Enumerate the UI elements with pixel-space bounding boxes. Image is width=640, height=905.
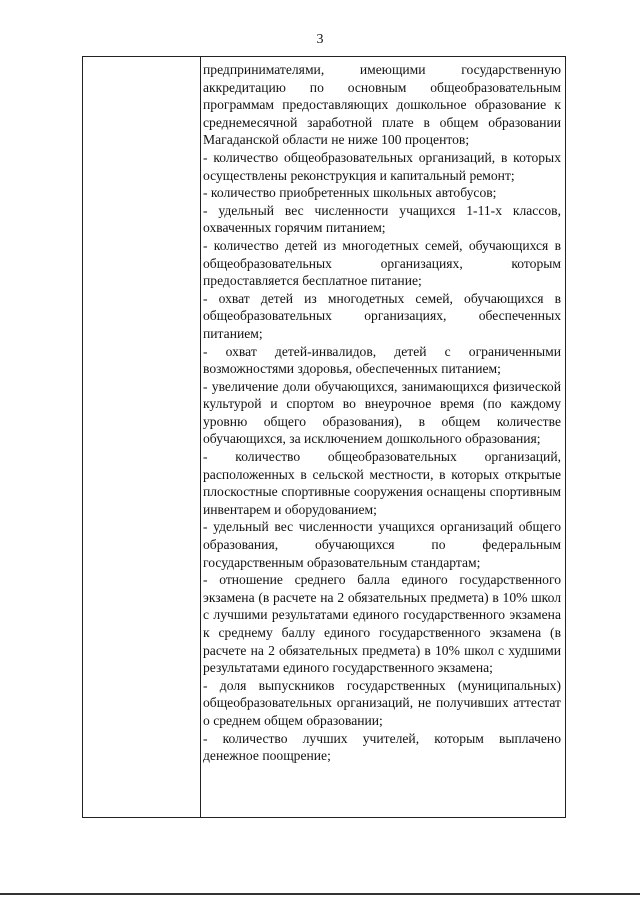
list-item: - количество приобретенных школьных автобусов;	[203, 185, 497, 201]
page-number: 3	[316, 32, 324, 47]
indicators-cell	[203, 61, 561, 765]
list-item: - увеличение доли обучающихся, занимающихся физической культурой и спортом во внеурочное время (по каждому уровню общего образования), в общем количестве обучающихся, за исключением дошкольного образования;	[203, 378, 561, 447]
list-item: - удельный вес численности учащихся организаций общего образования, обучающихся по федеральным государственным образовательным стандартам;	[203, 519, 561, 570]
list-item: - охват детей-инвалидов, детей с ограниченными возможностями здоровья, обеспеченных питанием;	[203, 343, 561, 377]
list-item: - охват детей из многодетных семей, обучающихся в общеобразовательных организациях, обеспеченных питанием;	[203, 290, 561, 341]
list-item: - удельный вес численности учащихся 1-11-х классов, охваченных горячим питанием;	[203, 202, 561, 236]
list-item: - количество общеобразовательных организаций, в которых осуществлены реконструкция и капитальный ремонт;	[203, 149, 561, 183]
list-item: - количество детей из многодетных семей, обучающихся в общеобразовательных организациях, которым предоставляется бесплатное питание;	[203, 237, 561, 289]
list-item: - отношение среднего балла единого государственного экзамена (в расчете на 2 обязательных предмета) в 10% школ с лучшими результатами единого государственного экзамена к среднему баллу единого государственного экзамена (в расчете на 2 обязательных предмета) в 10% школ с худшими результатами единого государственного экзамена;	[203, 572, 561, 676]
bottom-rule	[0, 893, 640, 895]
list-item: предпринимателями, имеющими государственную аккредитацию по основным общеобразовательным программам предоставляющих дошкольное образование к среднемесячной заработной плате в общем образовании Магаданской области не ниже 100 процентов;	[203, 62, 561, 148]
list-item: - количество общеобразовательных организаций, расположенных в сельской местности, в которых открытые плоскостные спортивные сооружения оснащены спортивным инвентарем и оборудованием;	[203, 449, 561, 517]
column-divider	[200, 56, 201, 818]
list-item: - доля выпускников государственных (муниципальных) общеобразовательных организаций, не получивших аттестат о среднем общем образовании;	[203, 677, 561, 728]
list-item: - количество лучших учителей, которым выплачено денежное поощрение;	[203, 730, 561, 764]
